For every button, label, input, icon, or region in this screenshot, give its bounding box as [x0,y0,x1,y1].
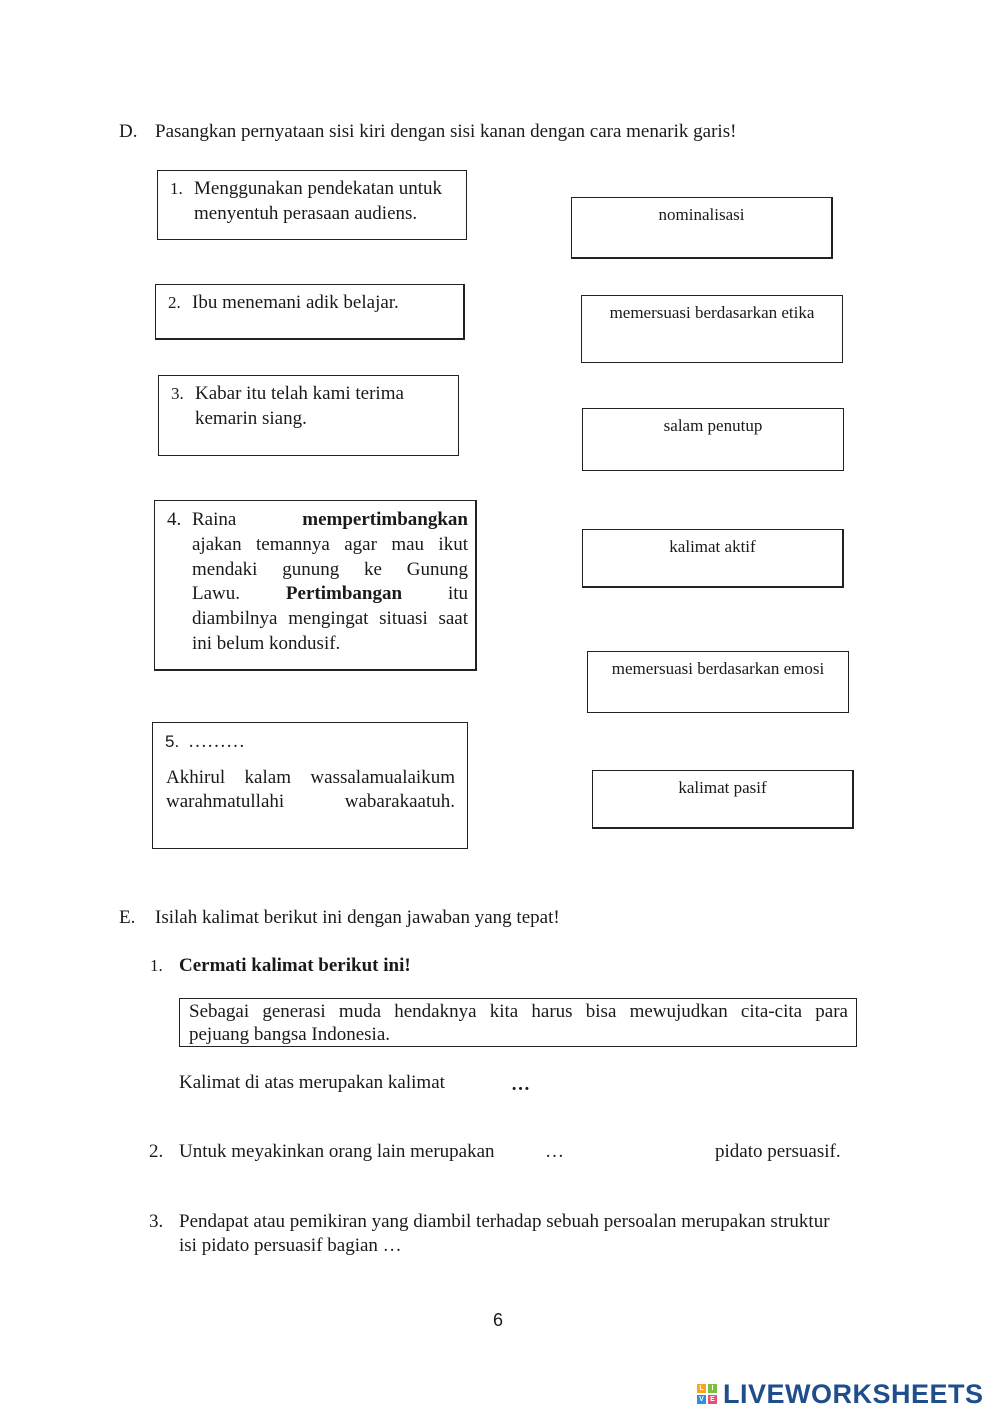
q3-number: 3. [149,1211,164,1232]
left-box-4-line-4 [192,582,468,607]
q2-number: 2. [149,1141,164,1162]
left-box-4-line-1 [192,508,468,533]
left-box-4-word-pertimbangan: Pertimbangan [285,583,403,604]
right-box-kalimat-pasif[interactable]: kalimat pasif [592,770,854,829]
logo-tile-i: I [708,1384,717,1393]
left-box-3-line-1: Kabar itu telah kami terima [195,383,404,404]
left-box-4-line-2: ajakan temannya agar mau ikut [192,534,468,555]
left-box-3[interactable] [158,375,459,456]
right-box-kalimat-aktif[interactable]: kalimat aktif [582,529,844,588]
left-box-3-number: 3. [171,384,184,403]
left-box-5[interactable] [152,722,468,849]
q1-sentence-line-1: Sebagai generasi muda hendaknya kita harus bisa mewujudkan cita-cita para [189,1001,848,1022]
left-box-4-word-itu: itu [447,583,468,604]
left-box-5-dots: ……… [188,731,245,752]
left-box-1-number: 1. [170,179,183,198]
section-e-instruction: Isilah kalimat berikut ini dengan jawaban yang tepat! [155,907,560,928]
left-box-2-number: 2. [168,293,181,312]
left-box-4-line-3: mendaki gunung ke Gunung [192,559,468,580]
q2-text-part-1: Untuk meyakinkan orang lain merupakan [179,1141,495,1162]
left-box-4-line-6: ini belum kondusif. [192,633,341,654]
logo-tile-l: L [697,1384,706,1393]
left-box-5-line-1: Akhirul kalam wassalamualaikum [166,767,455,788]
q2-answer-blank[interactable]: … [545,1141,564,1162]
section-d-instruction: Pasangkan pernyataan sisi kiri dengan sisi kanan dengan cara menarik garis! [155,121,737,142]
left-box-3-line-2: kemarin siang. [195,408,307,429]
left-box-4-line-5: diambilnya mengingat situasi saat [192,608,468,629]
q3-line-1: Pendapat atau pemikiran yang diambil terhadap sebuah persoalan merupakan struktur [179,1211,830,1232]
logo-tile-v: V [697,1395,706,1404]
q1-title: Cermati kalimat berikut ini! [179,955,411,976]
q1-sentence-box [179,998,857,1047]
right-box-etika[interactable]: memersuasi berdasarkan etika [581,295,843,363]
q3-line-2: isi pidato persuasif bagian … [179,1235,402,1256]
left-box-4-word-mempertimbangkan: mempertimbangkan [302,509,468,530]
left-box-1[interactable] [157,170,467,240]
logo-tile-e: E [708,1395,717,1404]
left-box-5-word-warahmatullahi: warahmatullahi [166,791,285,812]
q1-answer-blank[interactable]: … [511,1074,530,1095]
q1-number: 1. [150,956,163,975]
liveworksheets-logo [697,1378,984,1410]
left-box-5-number: 5. [165,732,180,751]
right-box-salam-penutup[interactable]: salam penutup [582,408,844,471]
left-box-2-line-1: Ibu menemani adik belajar. [192,292,399,313]
liveworksheets-brand-text: LIVEWORKSHEETS [723,1378,984,1409]
left-box-5-line-2 [166,790,455,815]
page-number: 6 [493,1310,504,1330]
left-box-4-word-raina: Raina [192,509,237,530]
q2-text-part-2: pidato persuasif. [715,1141,841,1162]
left-box-2[interactable] [155,284,465,340]
left-box-5-word-wabarakaatuh: wabarakaatuh. [344,791,455,812]
liveworksheets-logo-icon [697,1384,717,1404]
left-box-1-line-2: menyentuh perasaan audiens. [194,203,418,224]
section-e-letter: E. [119,907,136,928]
q1-sentence-line-2: pejuang bangsa Indonesia. [189,1024,391,1045]
right-box-emosi[interactable]: memersuasi berdasarkan emosi [587,651,849,713]
q1-question: Kalimat di atas merupakan kalimat [179,1072,445,1093]
left-box-4[interactable] [154,500,477,671]
right-box-nominalisasi[interactable]: nominalisasi [571,197,833,259]
section-d-letter: D. [119,121,138,142]
left-box-4-number: 4. [167,509,182,530]
left-box-4-word-lawu: Lawu. [192,583,241,604]
left-box-1-line-1: Menggunakan pendekatan untuk [194,178,442,199]
